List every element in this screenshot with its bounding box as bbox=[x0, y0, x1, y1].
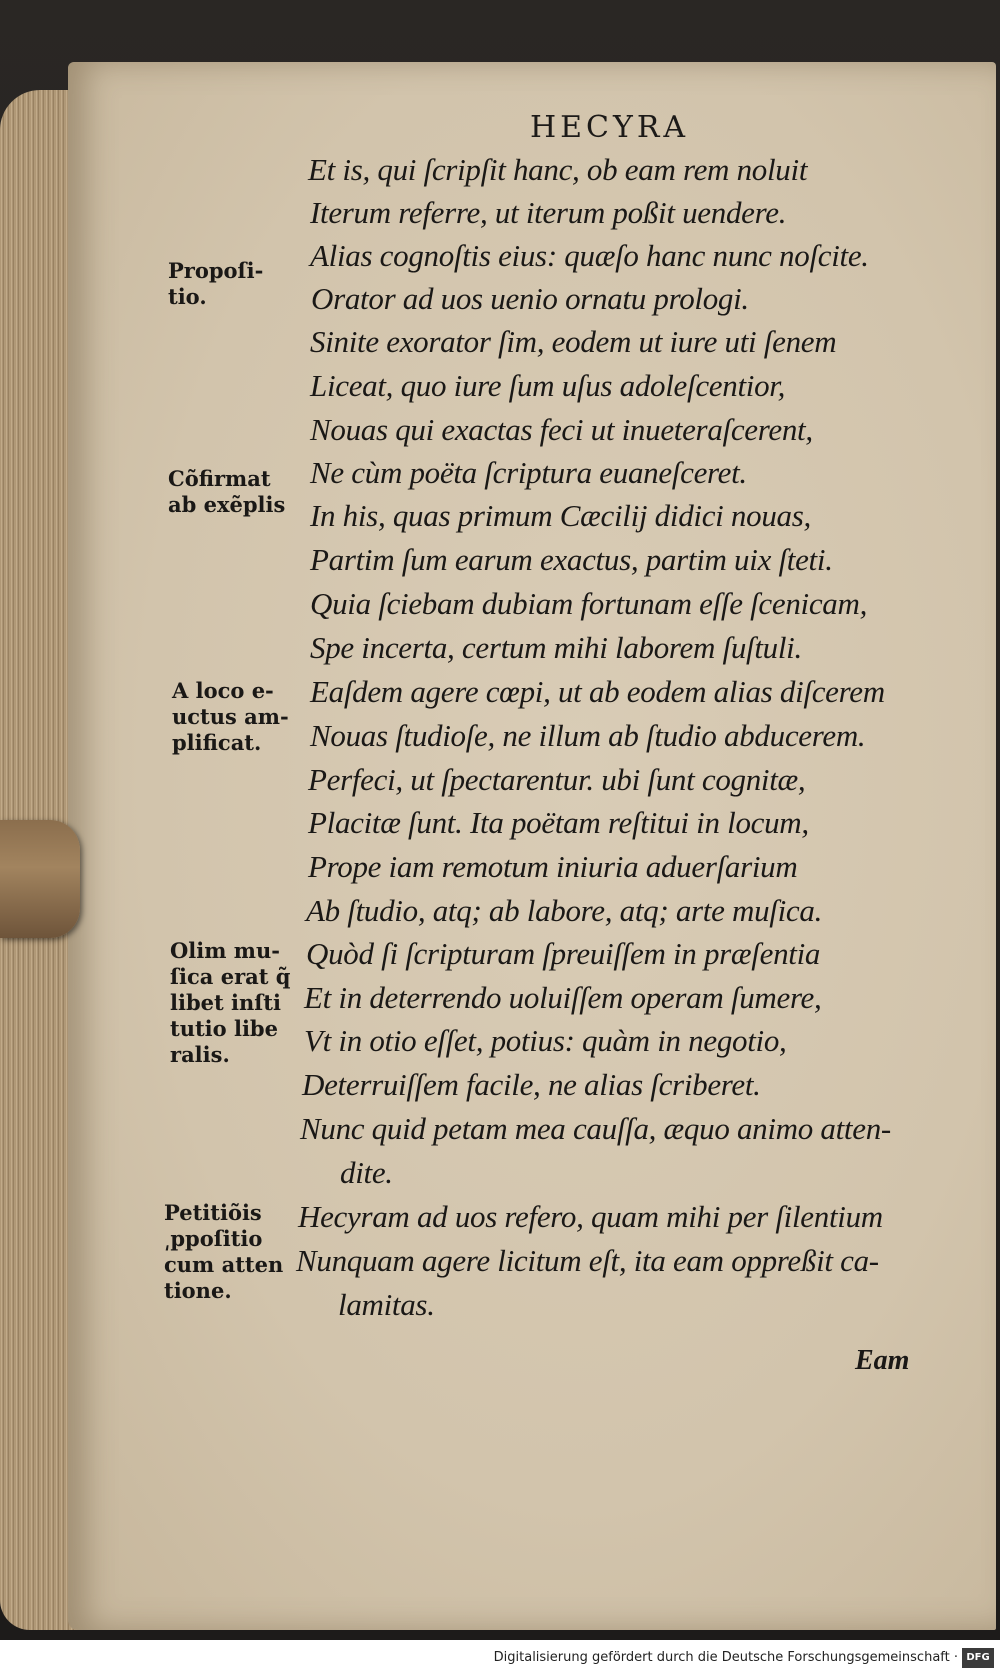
verse-line: Eaſdem agere cœpi, ut ab eodem alias diſcerem bbox=[310, 674, 885, 709]
margin-note: Olim mu- ſica erat q̃ libet inſti tutio libe ralis. bbox=[170, 938, 291, 1067]
footer-credit: Digitalisierung gefördert durch die Deutsche Forschungsgemeinschaft · bbox=[493, 1650, 958, 1665]
verse-line: Nouas ſtudioſe, ne illum ab ſtudio abducerem. bbox=[310, 718, 866, 753]
verse-line: Orator ad uos uenio ornatu prologi. bbox=[311, 281, 749, 316]
verse-line: Spe incerta, certum mihi laborem ſuſtuli. bbox=[310, 630, 802, 665]
verse-line: Deterruiſſem facile, ne alias ſcriberet. bbox=[302, 1067, 761, 1102]
verse-line: Ab ſtudio, atq; ab labore, atq; arte muſica. bbox=[306, 893, 823, 928]
verse-line: Liceat, quo iure ſum uſus adoleſcentior, bbox=[310, 368, 786, 403]
verse-line: Alias cognoſtis eius: quæſo hanc nunc noſcite. bbox=[310, 238, 869, 273]
dfg-logo: DFG bbox=[962, 1648, 994, 1668]
margin-note: Propoſi- tio. bbox=[168, 258, 264, 309]
verse-line: Vt in otio eſſet, potius: quàm in negotio, bbox=[304, 1023, 787, 1058]
verse-line: Quia ſciebam dubiam fortunam eſſe ſcenicam, bbox=[310, 586, 868, 621]
catchword: Eam bbox=[855, 1345, 910, 1376]
verse-line: Nunc quid petam mea cauſſa, æquo animo atten- bbox=[300, 1111, 891, 1146]
verse-line: Prope iam remotum iniuria aduerſarium bbox=[308, 849, 798, 884]
verse-line: Partim ſum earum exactus, partim uix ſteti. bbox=[310, 542, 833, 577]
verse-line: Perfeci, ut ſpectarentur. ubi ſunt cognitæ, bbox=[308, 762, 806, 797]
verse-line: lamitas. bbox=[338, 1287, 435, 1322]
digitization-footer bbox=[0, 1640, 1000, 1679]
verse-line: Nouas qui exactas feci ut inueteraſcerent, bbox=[310, 412, 813, 447]
verse-line: Sinite exorator ſim, eodem ut iure uti ſenem bbox=[310, 324, 837, 359]
verse-line: Hecyram ad uos refero, quam mihi per ſilentium bbox=[298, 1199, 883, 1234]
verse-line: Et in deterrendo uoluiſſem operam ſumere, bbox=[304, 980, 822, 1015]
margin-note: Cõfirmat ab exẽplis bbox=[168, 466, 286, 517]
running-title: HECYRA bbox=[530, 110, 690, 145]
verse-line: Et is, qui ſcripſit hanc, ob eam rem noluit bbox=[308, 152, 808, 187]
verse-line: dite. bbox=[340, 1155, 393, 1190]
verse-line: Ne cùm poëta ſcriptura euaneſceret. bbox=[310, 455, 747, 490]
verse-line: Iterum referre, ut iterum poßit uendere. bbox=[310, 195, 787, 230]
verse-line: In his, quas primum Cæcilij didici nouas, bbox=[310, 498, 811, 533]
verse-line: Quòd ſi ſcripturam ſpreuiſſem in præſentia bbox=[306, 936, 821, 971]
verse-line: Placitæ ſunt. Ita poëtam reſtitui in locum, bbox=[308, 805, 809, 840]
book-clasp bbox=[0, 820, 80, 938]
verse-line: Nunquam agere licitum eſt, ita eam oppreßit ca- bbox=[296, 1243, 879, 1278]
margin-note: Petitiõis ͵ppoſitio cum atten tione. bbox=[164, 1200, 284, 1303]
margin-note: A loco e- uctus am- plificat. bbox=[172, 678, 289, 755]
